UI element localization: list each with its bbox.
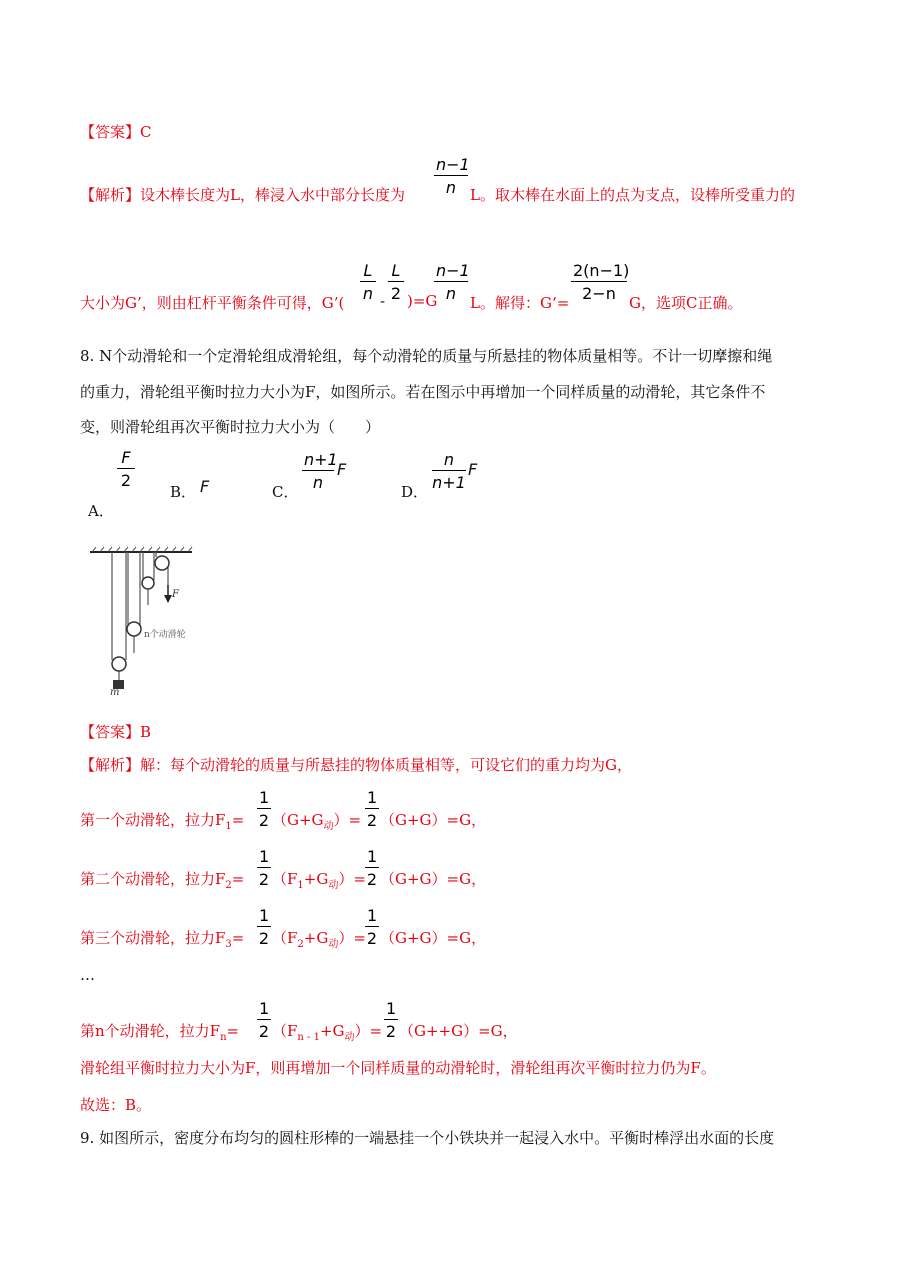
movable-pulley-icon xyxy=(127,622,141,636)
pulley-diagram xyxy=(88,545,198,700)
figure-label-f: F xyxy=(172,589,179,600)
q8-option-b-value: F xyxy=(200,477,210,496)
q7-fraction-1: n−1 n xyxy=(436,155,470,197)
q7-analysis-line1-a: 【解析】设木棒长度为L，棒浸入水中部分长度为 xyxy=(80,186,405,204)
q8-option-c-fraction: n+1 n xyxy=(304,450,338,492)
q8-option-d-tail: F xyxy=(468,460,478,479)
q7-fraction-3: 2(n−1) 2−n xyxy=(573,261,630,303)
q8-answer: 【答案】B xyxy=(80,723,152,741)
q8-option-d-fraction: n n+1 xyxy=(432,450,466,492)
q8-line2-mid: $(F_1+G_动)=$ xyxy=(272,870,366,891)
pulley-figure xyxy=(88,545,198,700)
q8-line1: 第一个动滑轮，拉力$F_1=$ xyxy=(80,811,245,832)
q8-line3-half-1: 1 2 xyxy=(258,906,270,948)
fixed-pulley-icon xyxy=(155,556,169,570)
q7-analysis-line1-b: L。取木棒在水面上的点为支点，设棒所受重力的 xyxy=(470,186,795,204)
q8-line2-half-2: 1 2 xyxy=(366,847,378,889)
q8-line2: 第二个动滑轮，拉力$F_2=$ xyxy=(80,870,245,891)
figure-label-m: m xyxy=(110,687,120,698)
q8-stem-line3: 变，则滑轮组再次平衡时拉力大小为（ ） xyxy=(80,418,381,436)
movable-pulley-icon xyxy=(112,657,126,671)
q8-line3-half-2: 1 2 xyxy=(366,906,378,948)
q8-line1-half-2: 1 2 xyxy=(366,788,378,830)
q9-stem-line1: 9. 如图所示，密度分布均匀的圆柱形棒的一端悬挂一个小铁块并一起浸入水中。平衡时棒浮出水面的长度 xyxy=(80,1129,775,1147)
q8-option-c-label: C． xyxy=(272,483,299,501)
q8-line4-half-2: 1 2 xyxy=(385,999,397,1041)
q8-choice: 故选：B。 xyxy=(80,1096,152,1114)
q7-fraction-2: n−1 n xyxy=(436,261,470,303)
q8-option-a-label: A． xyxy=(88,502,114,520)
q7-analysis-line2-a: 大小为G’，则由杠杆平衡条件可得，G’( xyxy=(80,294,345,312)
q8-line3-end: （G+G）=G， xyxy=(380,929,487,947)
q8-line1-half-1: 1 2 xyxy=(258,788,270,830)
q7-fraction-L-2: L 2 xyxy=(388,263,404,302)
movable-pulley-icon xyxy=(142,577,154,589)
q7-answer: 【答案】C xyxy=(80,123,152,141)
q7-analysis-line2-b: )=G xyxy=(407,292,438,310)
q8-line2-end: （G+G）=G， xyxy=(380,870,487,888)
force-arrow-icon xyxy=(164,595,172,603)
q8-option-a-fraction: F 2 xyxy=(117,450,135,489)
q8-line1-mid: $(G+G_动)=$ xyxy=(272,811,362,832)
q8-line4-mid: $(F_{n - 1}+G_动)=$ xyxy=(272,1022,383,1043)
q8-option-c-tail: F xyxy=(337,460,347,479)
q7-minus: - xyxy=(380,292,386,310)
q8-line3-mid: $(F_2+G_动)=$ xyxy=(272,929,366,950)
q8-ellipsis: … xyxy=(80,966,95,984)
q8-stem-line1: 8. N个动滑轮和一个定滑轮组成滑轮组，每个动滑轮的质量与所悬挂的物体质量相等。不计一切摩擦和绳 xyxy=(80,347,773,365)
q8-line2-half-1: 1 2 xyxy=(258,847,270,889)
q8-line4-half-1: 1 2 xyxy=(258,999,270,1041)
q8-line1-end: （G+G）=G， xyxy=(380,811,487,829)
q8-analysis-intro: 【解析】解：每个动滑轮的质量与所悬挂的物体质量相等，可设它们的重力均为G， xyxy=(80,756,632,774)
q7-analysis-line2-c: L。解得：G‘= xyxy=(470,294,570,312)
q8-line4: 第n个动滑轮，拉力$F_n=$ xyxy=(80,1022,240,1043)
figure-label-n-pulleys: n个动滑轮 xyxy=(144,630,186,640)
q8-option-d-label: D． xyxy=(401,483,429,501)
q8-option-b-label: B． xyxy=(170,483,197,501)
q8-line4-end: （G++G）=G， xyxy=(399,1022,518,1040)
q8-line3: 第三个动滑轮，拉力$F_3=$ xyxy=(80,929,245,950)
q8-stem-line2: 的重力，滑轮组平衡时拉力大小为F，如图所示。若在图示中再增加一个同样质量的动滑轮，其它条件不 xyxy=(80,383,766,401)
q8-conclusion: 滑轮组平衡时拉力大小为F，则再增加一个同样质量的动滑轮时，滑轮组再次平衡时拉力仍为F。 xyxy=(80,1059,716,1077)
q7-analysis-line2-d: G，选项C正确。 xyxy=(629,294,743,312)
q7-fraction-L-n: L n xyxy=(360,263,376,302)
